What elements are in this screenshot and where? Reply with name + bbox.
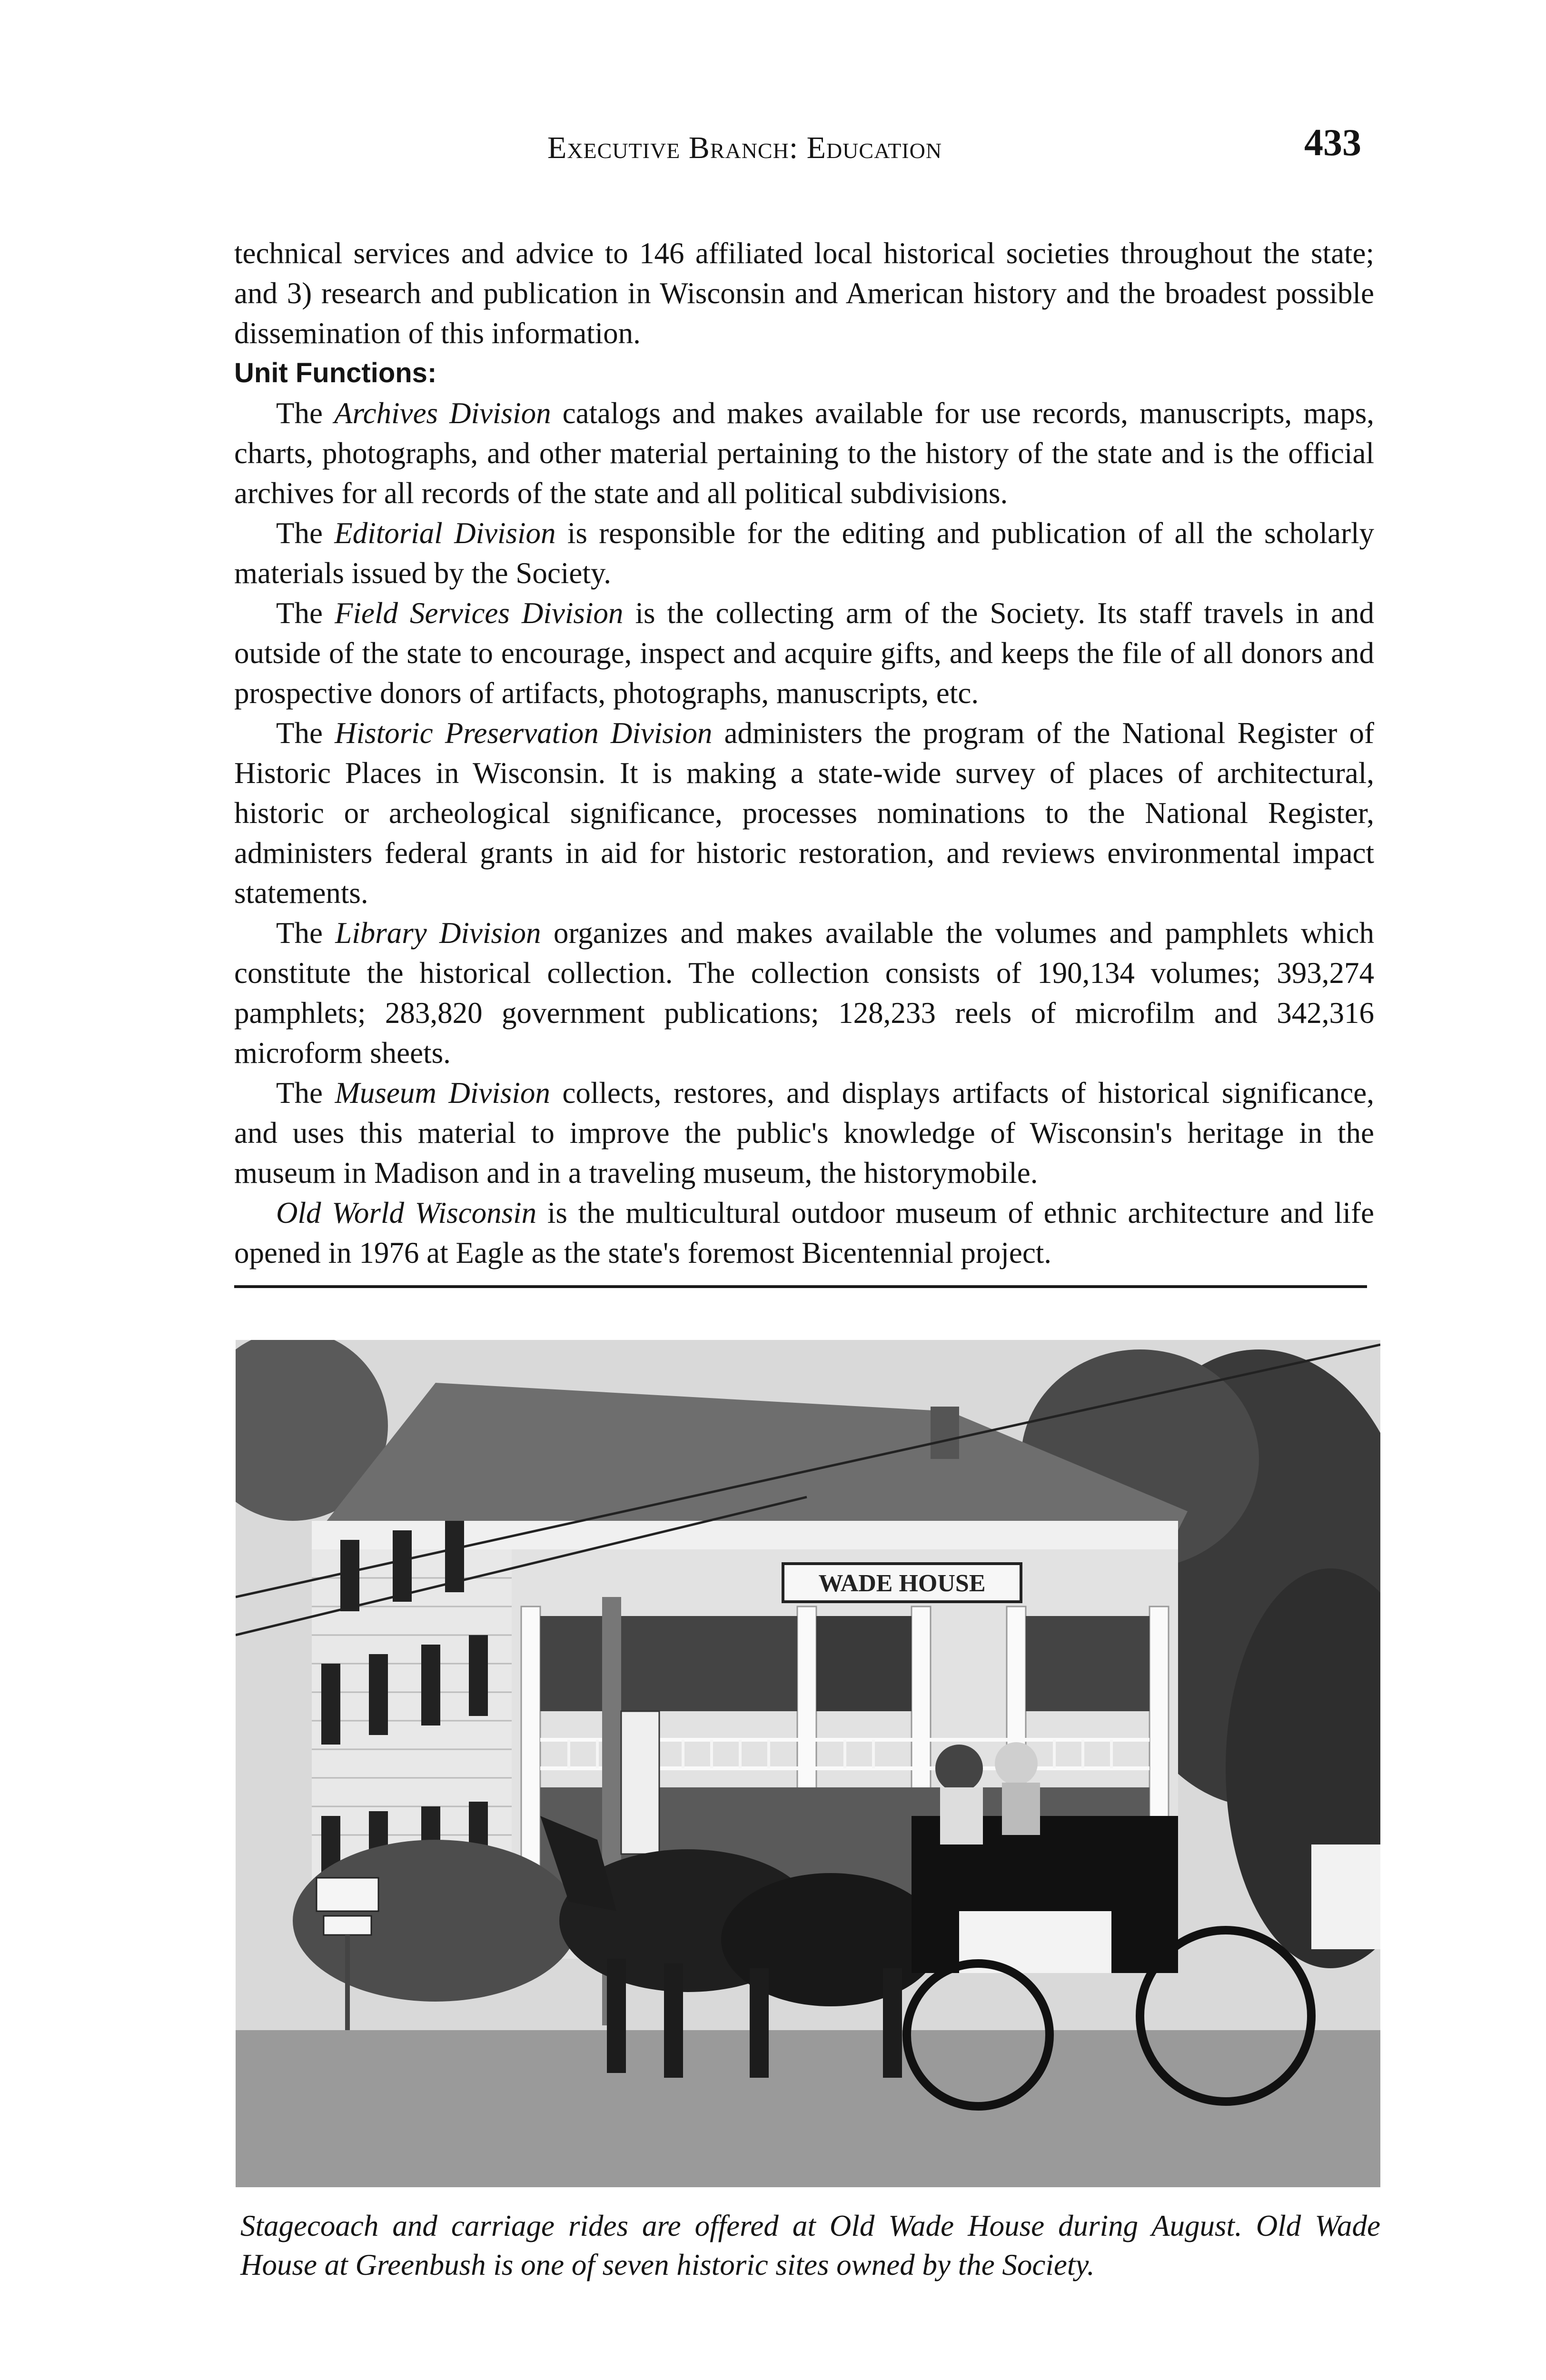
paragraph-lead: The <box>276 916 336 950</box>
museum-division-paragraph <box>234 1073 1374 1193</box>
paragraph-text: is the collecting arm of the Society. Its staff travels in and outside of the state to encourage, inspect and acquire gifts, and keeps the file of all donors and prospective donors of artifacts, photographs, manuscripts, etc. <box>234 596 1375 710</box>
division-name: Museum Division <box>335 1076 550 1110</box>
paragraph-text: collects, restores, and displays artifacts of historical significance, and uses this material to improve the public's knowledge of Wisconsin's heritage in the museum in Madison and in a traveling museum, the historymobile. <box>234 1076 1374 1190</box>
division-name: Editorial Division <box>334 516 556 550</box>
historic-preservation-division-paragraph <box>234 713 1374 913</box>
division-name: Field Services Division <box>335 596 624 630</box>
section-divider <box>234 1285 1367 1288</box>
wade-house-sign: WADE HOUSE <box>818 1570 986 1597</box>
paragraph-lead: The <box>276 516 335 550</box>
field-services-division-paragraph <box>234 593 1374 713</box>
paragraph-text: catalogs and makes available for use records, manuscripts, maps, charts, photographs, and other material pertaining to the history of the state and is the official archives for all records of the state and all political subdivisions. <box>234 397 1375 510</box>
division-name: Historic Preservation Division <box>335 716 713 750</box>
photo-caption: Stagecoach and carriage rides are offered at Old Wade House during August. Old Wade House at Greenbush is one of seven historic sites owned by the Society. <box>240 2209 1380 2281</box>
page-header <box>547 121 1361 178</box>
page-number: 433 <box>1304 122 1361 164</box>
running-title: Executive Branch: Education <box>547 130 942 165</box>
paragraph-lead: The <box>276 716 335 750</box>
paragraph-text: is the multicultural outdoor museum of ethnic architecture and life opened in 1976 at Eagle as the state's foremost Bicentennial project. <box>234 1196 1374 1269</box>
paragraph-lead: The <box>276 596 335 630</box>
wade-house-photo <box>236 1340 1380 2187</box>
division-name: Archives Division <box>334 397 551 430</box>
paragraph-text: organizes and makes available the volumes and pamphlets which constitute the historical collection. The collection consists of 190,134 volumes; 393,274 pamphlets; 283,820 government publications; 128,233 reels of microfilm and 342,316 microform sheets. <box>234 916 1374 1070</box>
intro-paragraph: technical services and advice to 146 affiliated local historical societies throughout the state; and 3) research and publication in Wisconsin and American history and the broadest possible dissemination of this information. <box>234 237 1374 350</box>
unit-functions-heading: Unit Functions: <box>234 357 437 388</box>
archives-division-paragraph <box>234 393 1374 513</box>
body-text <box>234 233 1374 1273</box>
paragraph-lead: The <box>276 397 334 430</box>
library-division-paragraph <box>234 913 1374 1073</box>
division-name: Old World Wisconsin <box>276 1196 537 1230</box>
paragraph-lead: The <box>276 1076 335 1110</box>
paragraph-text: is responsible for the editing and publication of all the scholarly materials issued by the Society. <box>234 516 1375 590</box>
editorial-division-paragraph <box>234 513 1374 593</box>
division-name: Library Division <box>335 916 541 950</box>
paragraph-text: administers the program of the National Register of Historic Places in Wisconsin. It is making a state-wide survey of places of architectural, historic or archeological significance, processes nominations to the National Register, administers federal grants in aid for historic restoration, and reviews environmental impact statements. <box>234 716 1374 910</box>
old-world-wisconsin-paragraph <box>234 1193 1374 1273</box>
